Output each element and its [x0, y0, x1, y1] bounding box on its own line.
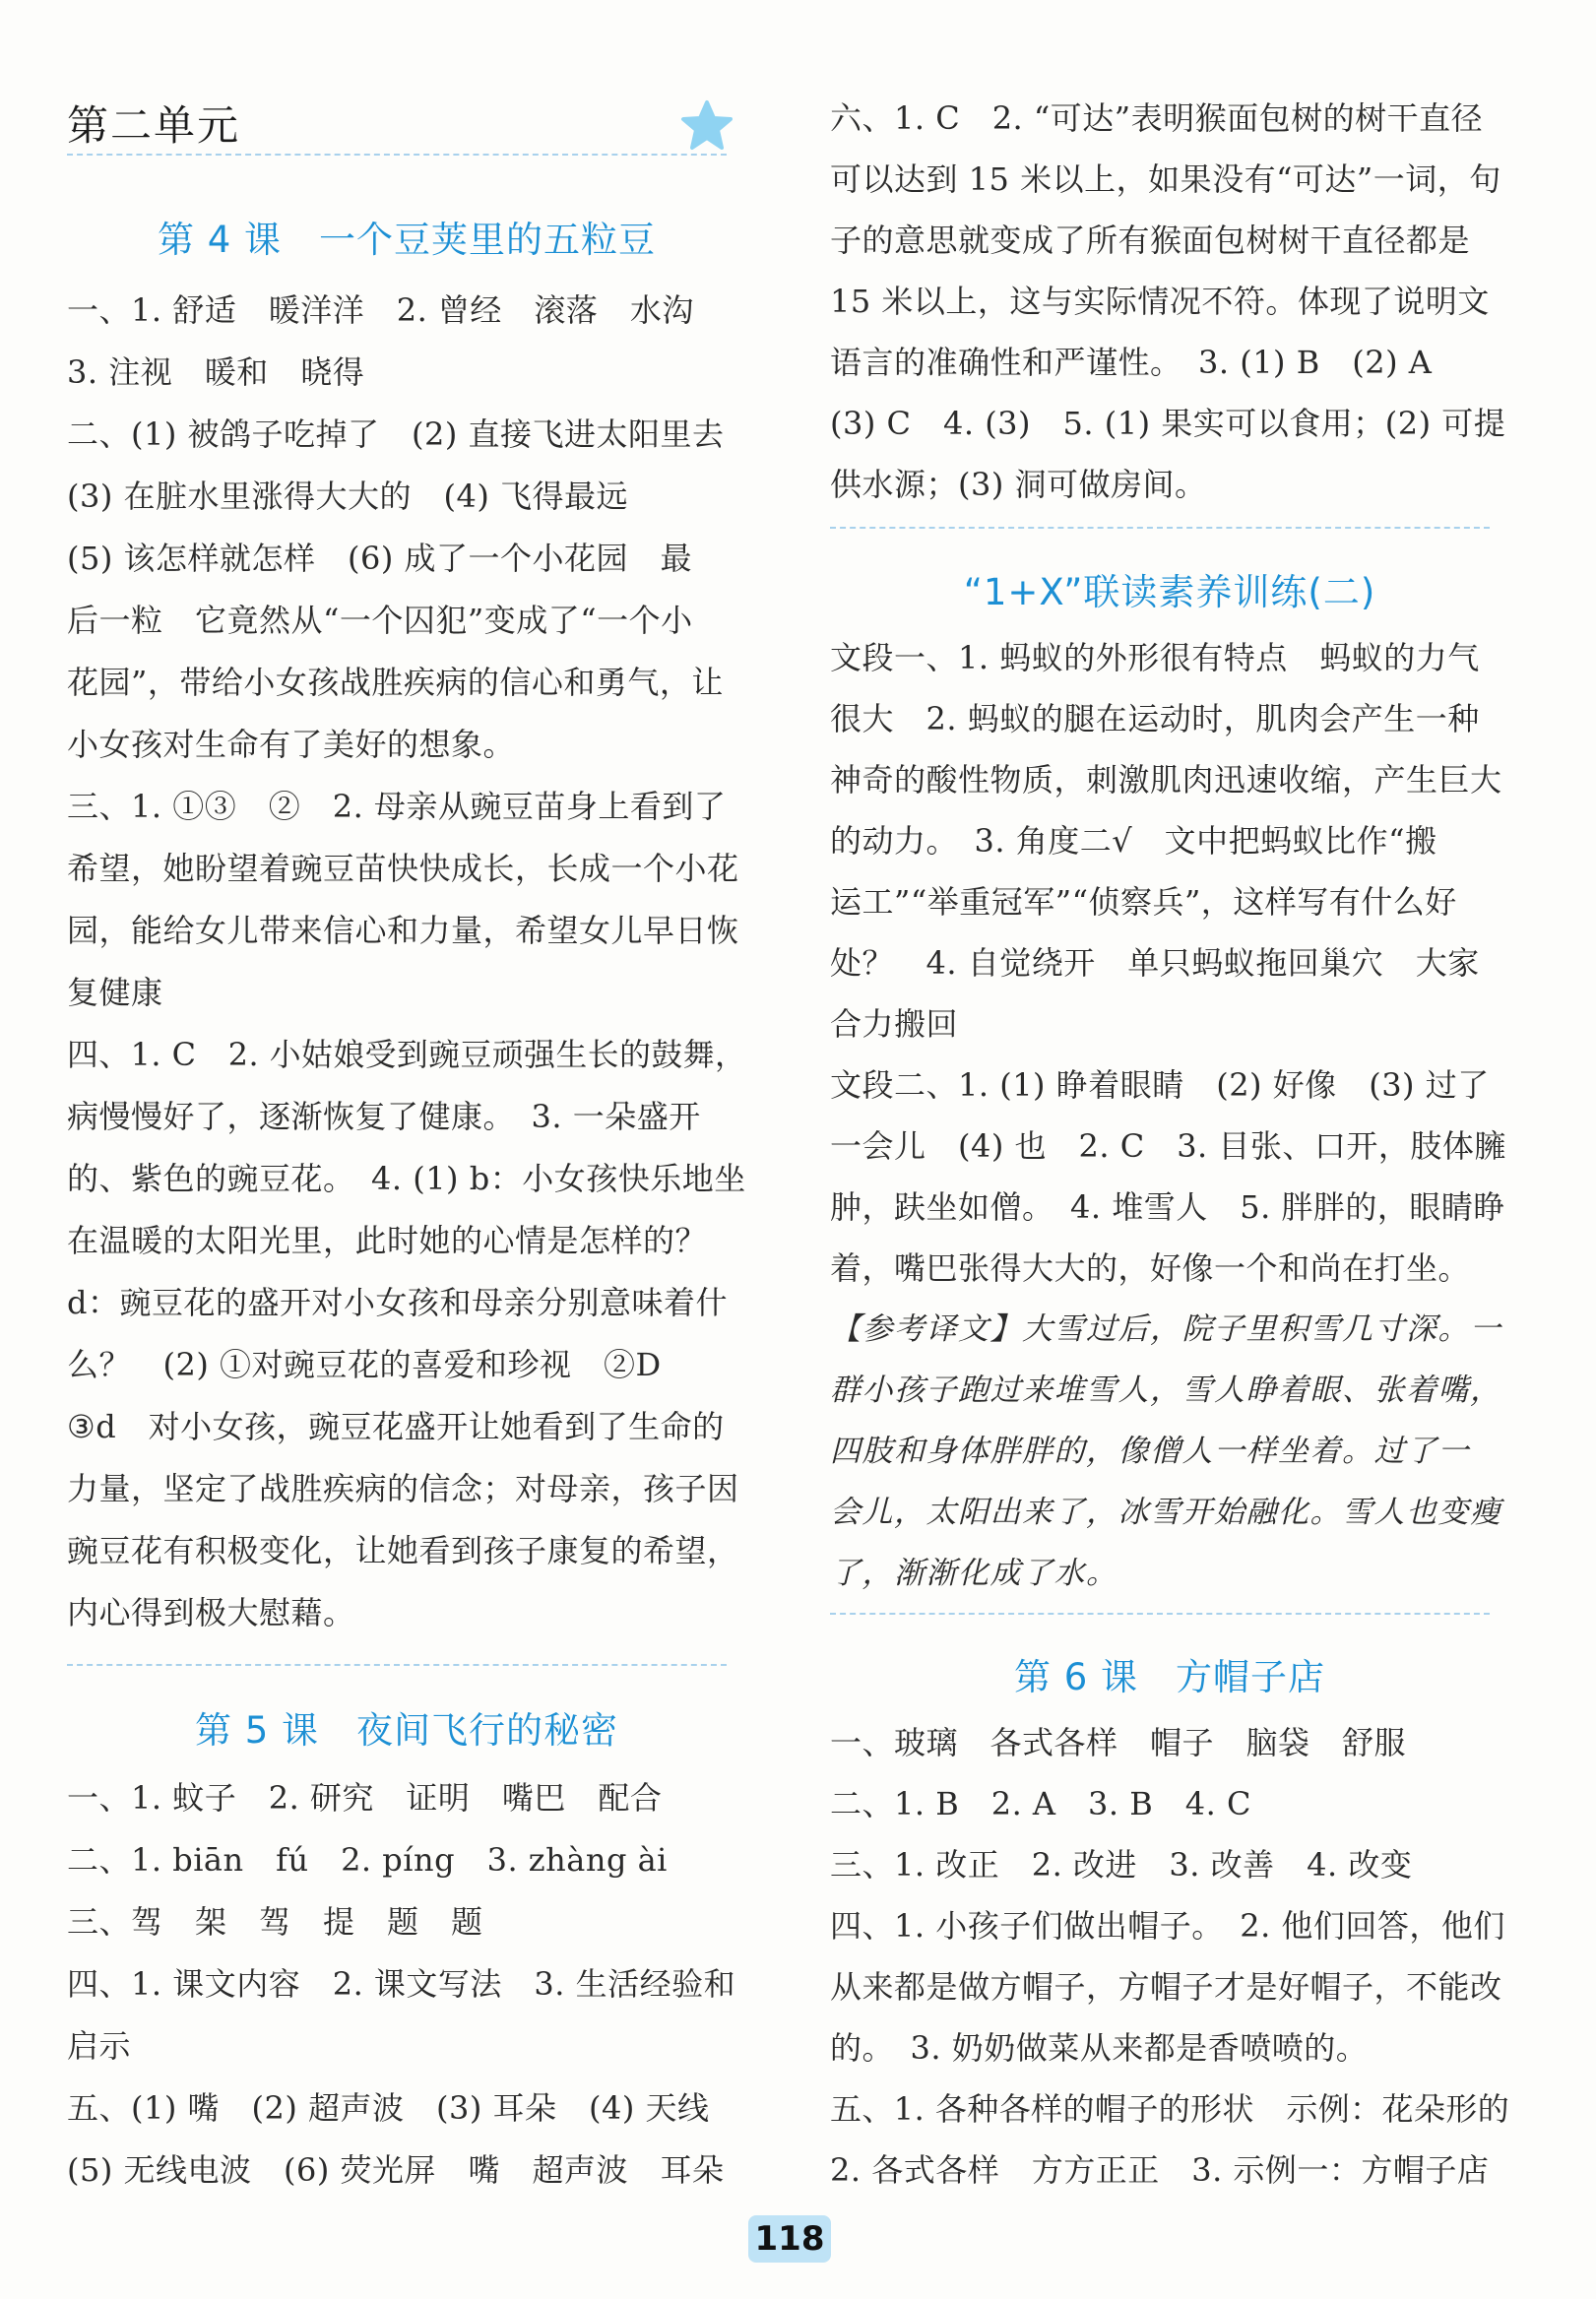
section-divider	[830, 527, 1490, 529]
star-icon	[679, 98, 734, 154]
lian-du-title: “1+X”联读素养训练(二)	[963, 571, 1376, 613]
answer-line: 供水源；(3) 洞可做房间。	[830, 466, 1207, 503]
answer-line: 二、(1) 被鸽子吃掉了 (2) 直接飞进太阳里去	[67, 415, 725, 453]
answer-line: 希望，她盼望着豌豆苗快快成长，长成一个小花	[67, 850, 739, 887]
answer-line: 合力搬回	[830, 1005, 959, 1043]
translation-line: 四肢和身体胖胖的，像僧人一样坐着。过了一	[830, 1434, 1470, 1469]
answer-line: 子的意思就变成了所有猴面包树树干直径都是	[830, 222, 1471, 259]
answer-line: 可以达到 15 米以上，如果没有“可达”一词，句	[830, 160, 1501, 198]
answer-line: (3) 在脏水里涨得大大的 (4) 飞得最远	[67, 478, 629, 515]
answer-line: 肿，趺坐如僧。 4. 堆雪人 5. 胖胖的，眼睛睁	[830, 1188, 1505, 1226]
section-divider	[67, 1664, 727, 1666]
answer-line: 力量，坚定了战胜疾病的信念；对母亲，孩子因	[67, 1470, 739, 1507]
lesson-5-title: 第 5 课 夜间飞行的秘密	[194, 1709, 619, 1752]
answer-line: 文段二、1. (1) 睁着眼睛 (2) 好像 (3) 过了	[830, 1066, 1490, 1104]
answer-line: 神奇的酸性物质，刺激肌肉迅速收缩，产生巨大	[830, 761, 1502, 798]
answer-line: 五、1. 各种各样的帽子的形状 示例：花朵形的	[830, 2090, 1510, 2128]
answer-line: 运工”“举重冠军”“侦察兵”，这样写有什么好	[830, 883, 1457, 921]
answer-line: 从来都是做方帽子，方帽子才是好帽子，不能改	[830, 1968, 1502, 2006]
answer-line: 在温暖的太阳光里，此时她的心情是怎样的？	[67, 1222, 708, 1259]
section-divider	[830, 1613, 1490, 1615]
answer-line: 内心得到极大慰藉。	[67, 1594, 355, 1631]
answer-line: 启示	[67, 2027, 132, 2065]
lesson-6-title: 第 6 课 方帽子店	[1013, 1656, 1326, 1698]
answer-line: 三、驾 架 驾 提 题 题	[67, 1903, 483, 1941]
translation-line: 会儿，太阳出来了，冰雪开始融化。雪人也变瘦	[830, 1495, 1502, 1530]
answer-line: 小女孩对生命有了美好的想象。	[67, 726, 516, 763]
answer-line: 很大 2. 蚂蚁的腿在运动时，肌肉会产生一种	[830, 700, 1480, 737]
translation-line: 群小孩子跑过来堆雪人，雪人睁着眼、张着嘴，	[830, 1373, 1502, 1408]
answer-line: 二、1. B 2. A 3. B 4. C	[830, 1785, 1251, 1822]
answer-line: 2. 各式各样 方方正正 3. 示例一：方帽子店	[830, 2151, 1490, 2189]
answer-line: 一、1. 舒适 暖洋洋 2. 曾经 滚落 水沟	[67, 291, 694, 329]
answer-line: 园，能给女儿带来信心和力量，希望女儿早日恢	[67, 912, 739, 949]
answer-line: ③d 对小女孩，豌豆花盛开让她看到了生命的	[67, 1408, 725, 1445]
unit-divider	[67, 154, 727, 156]
answer-line: 一、玻璃 各式各样 帽子 脑袋 舒服	[830, 1724, 1407, 1761]
answer-line: d：豌豆花的盛开对小女孩和母亲分别意味着什	[67, 1284, 728, 1321]
answer-line: 的动力。 3. 角度二√ 文中把蚂蚁比作“搬	[830, 822, 1437, 860]
translation-line: 【参考译文】大雪过后，院子里积雪几寸深。一	[830, 1311, 1502, 1347]
answer-line: (5) 该怎样就怎样 (6) 成了一个小花园 最	[67, 540, 693, 577]
answer-line: 一会儿 (4) 也 2. C 3. 目张、口开，肢体臃	[830, 1127, 1506, 1165]
answer-line: 文段一、1. 蚂蚁的外形很有特点 蚂蚁的力气	[830, 639, 1480, 676]
answer-line: 15 米以上，这与实际情况不符。体现了说明文	[830, 283, 1490, 320]
answer-line: 语言的准确性和严谨性。 3. (1) B (2) A	[830, 344, 1433, 381]
answer-line: 三、1. ①③ ② 2. 母亲从豌豆苗身上看到了	[67, 788, 727, 825]
unit-heading: 第二单元	[67, 101, 241, 150]
page-number-badge	[748, 2215, 831, 2263]
answer-line: 四、1. 课文内容 2. 课文写法 3. 生活经验和	[67, 1965, 736, 2003]
translation-line: 了，渐渐化成了水。	[830, 1556, 1118, 1591]
answer-line: 的。 3. 奶奶做菜从来都是香喷喷的。	[830, 2029, 1369, 2067]
answer-line: 六、1. C 2. “可达”表明猴面包树的树干直径	[830, 99, 1484, 137]
answer-line: 的、紫色的豌豆花。 4. (1) b：小女孩快乐地坐	[67, 1160, 746, 1197]
answer-line: 四、1. C 2. 小姑娘受到豌豆顽强生长的鼓舞，	[67, 1036, 747, 1073]
lesson-4-title: 第 4 课 一个豆荚里的五粒豆	[157, 219, 657, 261]
answer-line: 二、1. biān fú 2. píng 3. zhàng ài	[67, 1841, 668, 1879]
answer-line: 后一粒 它竟然从“一个囚犯”变成了“一个小	[67, 602, 693, 639]
answer-line: 3. 注视 暖和 晓得	[67, 353, 365, 391]
answer-line: 豌豆花有积极变化，让她看到孩子康复的希望，	[67, 1532, 739, 1569]
answer-line: 四、1. 小孩子们做出帽子。 2. 他们回答，他们	[830, 1907, 1505, 1945]
answer-line: 一、1. 蚊子 2. 研究 证明 嘴巴 配合	[67, 1779, 663, 1817]
answer-line: (3) C 4. (3) 5. (1) 果实可以食用；(2) 可提	[830, 405, 1506, 442]
answer-line: 病慢慢好了，逐渐恢复了健康。 3. 一朵盛开	[67, 1098, 701, 1135]
answer-line: 么？ (2) ①对豌豆花的喜爱和珍视 ②D	[67, 1346, 662, 1383]
answer-line: 着，嘴巴张得大大的，好像一个和尚在打坐。	[830, 1249, 1471, 1287]
answer-line: 复健康	[67, 974, 163, 1011]
answer-line: 处？ 4. 自觉绕开 单只蚂蚁拖回巢穴 大家	[830, 944, 1480, 982]
answer-line: 花园”，带给小女孩战胜疾病的信心和勇气，让	[67, 664, 724, 701]
answer-line: 三、1. 改正 2. 改进 3. 改善 4. 改变	[830, 1846, 1413, 1884]
answer-line: 五、(1) 嘴 (2) 超声波 (3) 耳朵 (4) 天线	[67, 2089, 710, 2127]
answer-line: (5) 无线电波 (6) 荧光屏 嘴 超声波 耳朵	[67, 2151, 725, 2189]
page-number: 118	[754, 2219, 825, 2259]
